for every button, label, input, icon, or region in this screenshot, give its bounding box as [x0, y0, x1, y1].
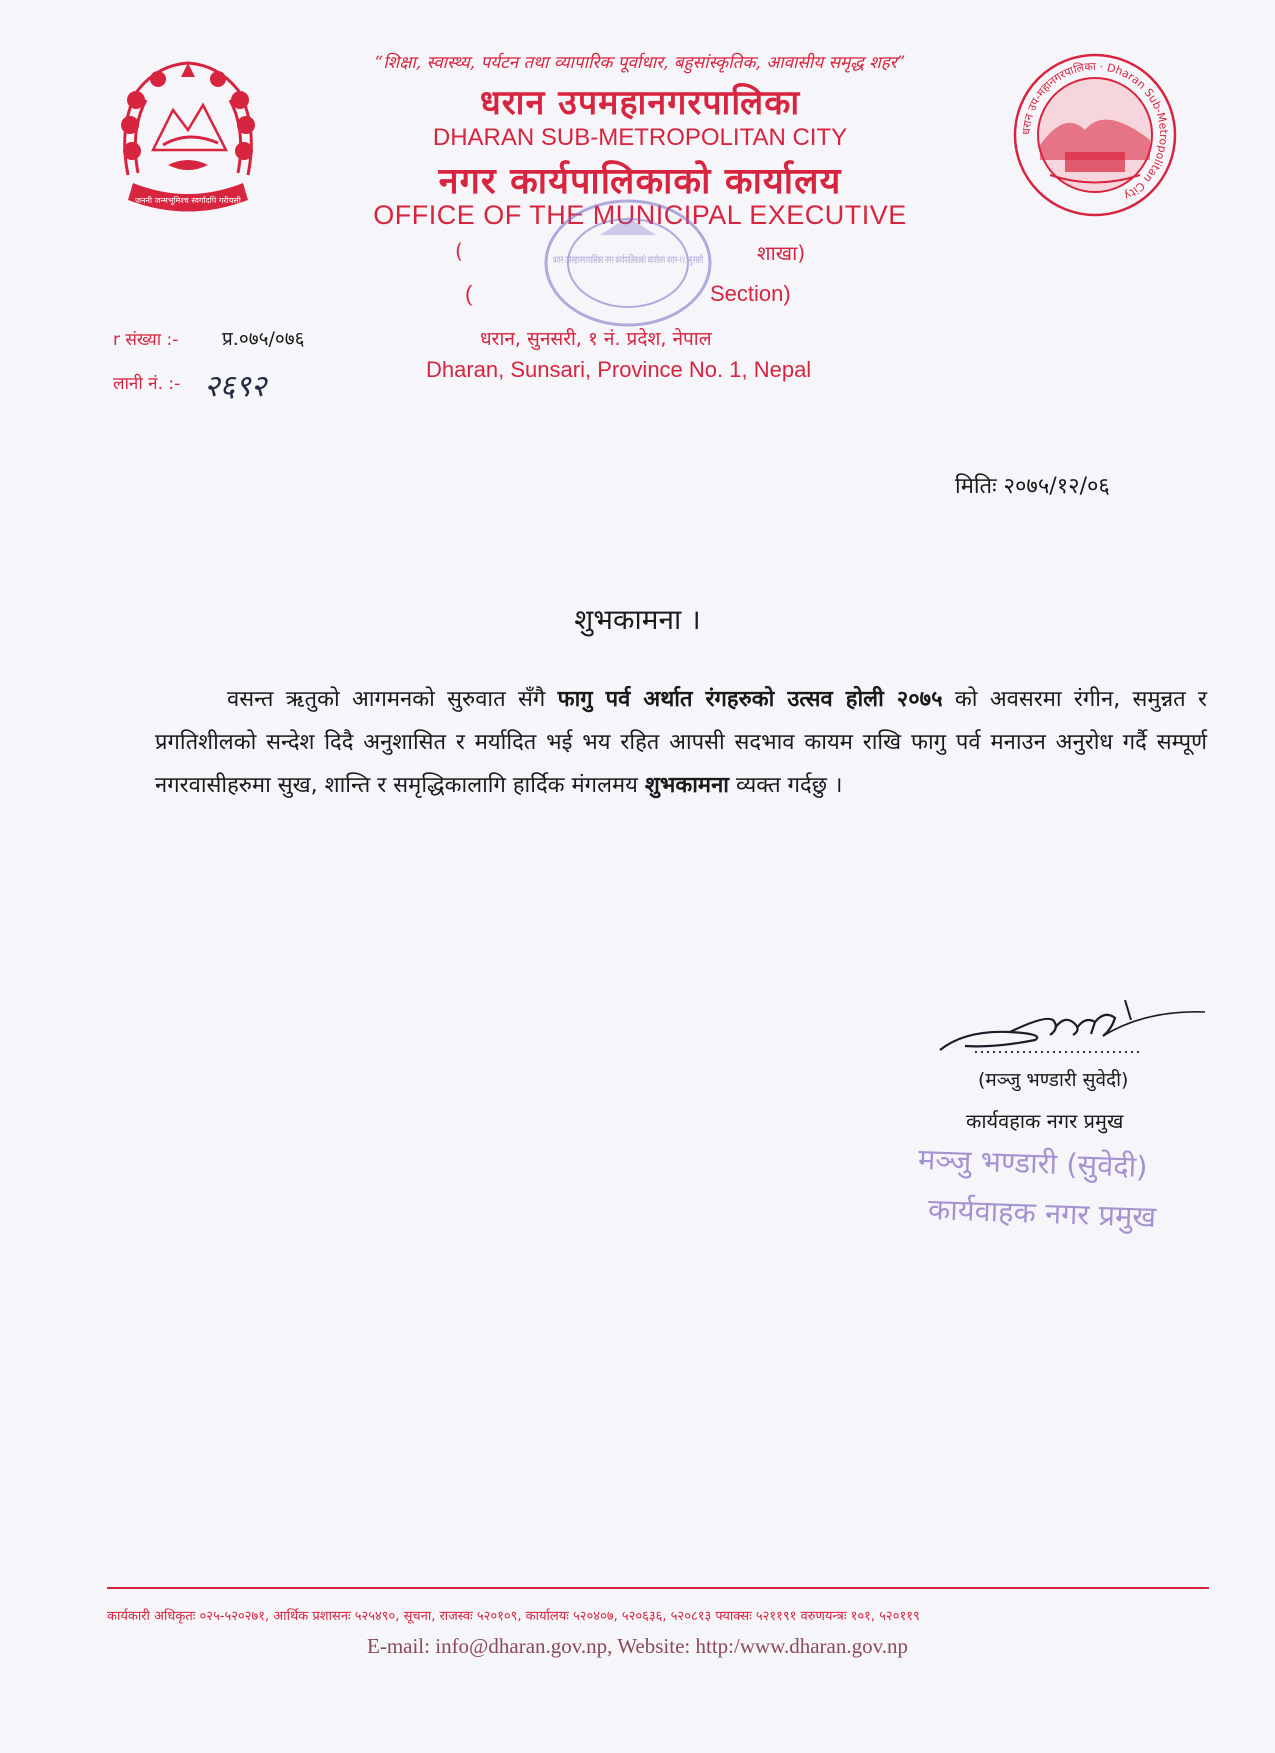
office-name-english: OFFICE OF THE MUNICIPAL EXECUTIVE	[373, 200, 907, 230]
body-bold-greeting: शुभकामना	[644, 773, 729, 798]
signatory-stamp-title: कार्यवाहक नगर प्रमुख	[927, 1192, 1157, 1234]
address-english: Dharan, Sunsari, Province No. 1, Nepal	[426, 357, 812, 382]
footer-divider	[107, 1587, 1209, 1589]
body-text-2: को अवसरमा रंगीन, समुन्नत र प्रगतिशीलको सन्देश दिदै अनुशासित र मर्यादित भई भय रहित आपसी सदभाव कायम राखि फागु पर्व मनाउन अनुरोध गर्दै सम्पूर्ण नगरवासीहरुमा सुख, शान्ति र समृद्धिकालागि हार्दिक मंगलमय	[155, 687, 1207, 798]
section-english-close: Section)	[710, 281, 791, 306]
section-english-open: (	[465, 281, 473, 306]
emblem-motto-text: जननी जन्मभूमिश्च स्वर्गादपि गरीयसी	[135, 196, 241, 205]
dispatch-number-text: २६९२	[204, 369, 267, 404]
office-name-nepali: नगर कार्यपालिकाको कार्यालय	[438, 161, 842, 202]
letter-body	[155, 678, 1207, 807]
handwritten-signature	[935, 990, 1215, 1060]
footer-phone-numbers: कार्यकारी अधिकृतः ०२५-५२०२७१, आर्थिक प्रशासनः ५२५४९०, सूचना, राजस्वः ५२०१०९, कार्यालयः ५२०४०७, ५२०६३६, ५२०८१३ फ्याक्सः ५२११९१ वरुणयन्त्रः १०१, ५२०११९	[107, 1609, 920, 1624]
municipality-name-english: DHARAN SUB-METROPOLITAN CITY	[432, 124, 848, 151]
seal-ring-text: धरान उप-महानगरपालिका · Dharan Sub-Metropolitan City	[1019, 59, 1171, 203]
footer-email-website: E-mail: info@dharan.gov.np, Website: http:/www.dharan.gov.np	[367, 1634, 908, 1658]
body-text-3: व्यक्त गर्दछु ।	[729, 773, 843, 798]
dispatch-number-handwritten	[200, 360, 310, 410]
office-stamp-text: धरान उपमहानगरपालिका नगर कार्यपालिकाको	[553, 255, 715, 266]
municipality-seal-icon	[1010, 50, 1180, 220]
office-stamp-icon	[540, 195, 715, 330]
letter-date: मितिः २०७५/१२/०६	[955, 474, 1110, 499]
section-nepali-open: (	[455, 239, 463, 263]
letter-subject: शुभकामना ।	[574, 603, 701, 636]
signatory-title: कार्यवहाक नगर प्रमुख	[966, 1109, 1124, 1133]
body-bold-festival: फागु पर्व अर्थात रंगहरुको उत्सव होली २०७५	[557, 687, 943, 712]
reference-label: r संख्या :-	[113, 330, 179, 350]
signatory-stamp-name: मञ्जु भण्डारी (सुवेदी)	[917, 1142, 1149, 1184]
section-nepali-close: शाखा)	[757, 241, 806, 265]
signatory-name: (मञ्जु भण्डारी सुवेदी)	[978, 1069, 1129, 1091]
letterhead-motto: “शिक्षा, स्वास्थ्य, पर्यटन तथा व्यापारिक पूर्वाधार, बहुसांस्कृतिक, आवासीय समृद्ध शहर”	[374, 53, 906, 73]
address-nepali: धरान, सुनसरी, १ नं. प्रदेश, नेपाल	[480, 328, 712, 350]
reference-number: प्र.०७५/०७६	[222, 328, 305, 350]
municipality-name-nepali: धरान उपमहानगरपालिका	[479, 83, 801, 123]
dispatch-label: लानी नं. :-	[113, 374, 181, 394]
body-text-1: वसन्त ऋतुको आगमनको सुरुवात सँगै	[227, 687, 558, 712]
nepal-emblem-icon	[108, 55, 268, 225]
